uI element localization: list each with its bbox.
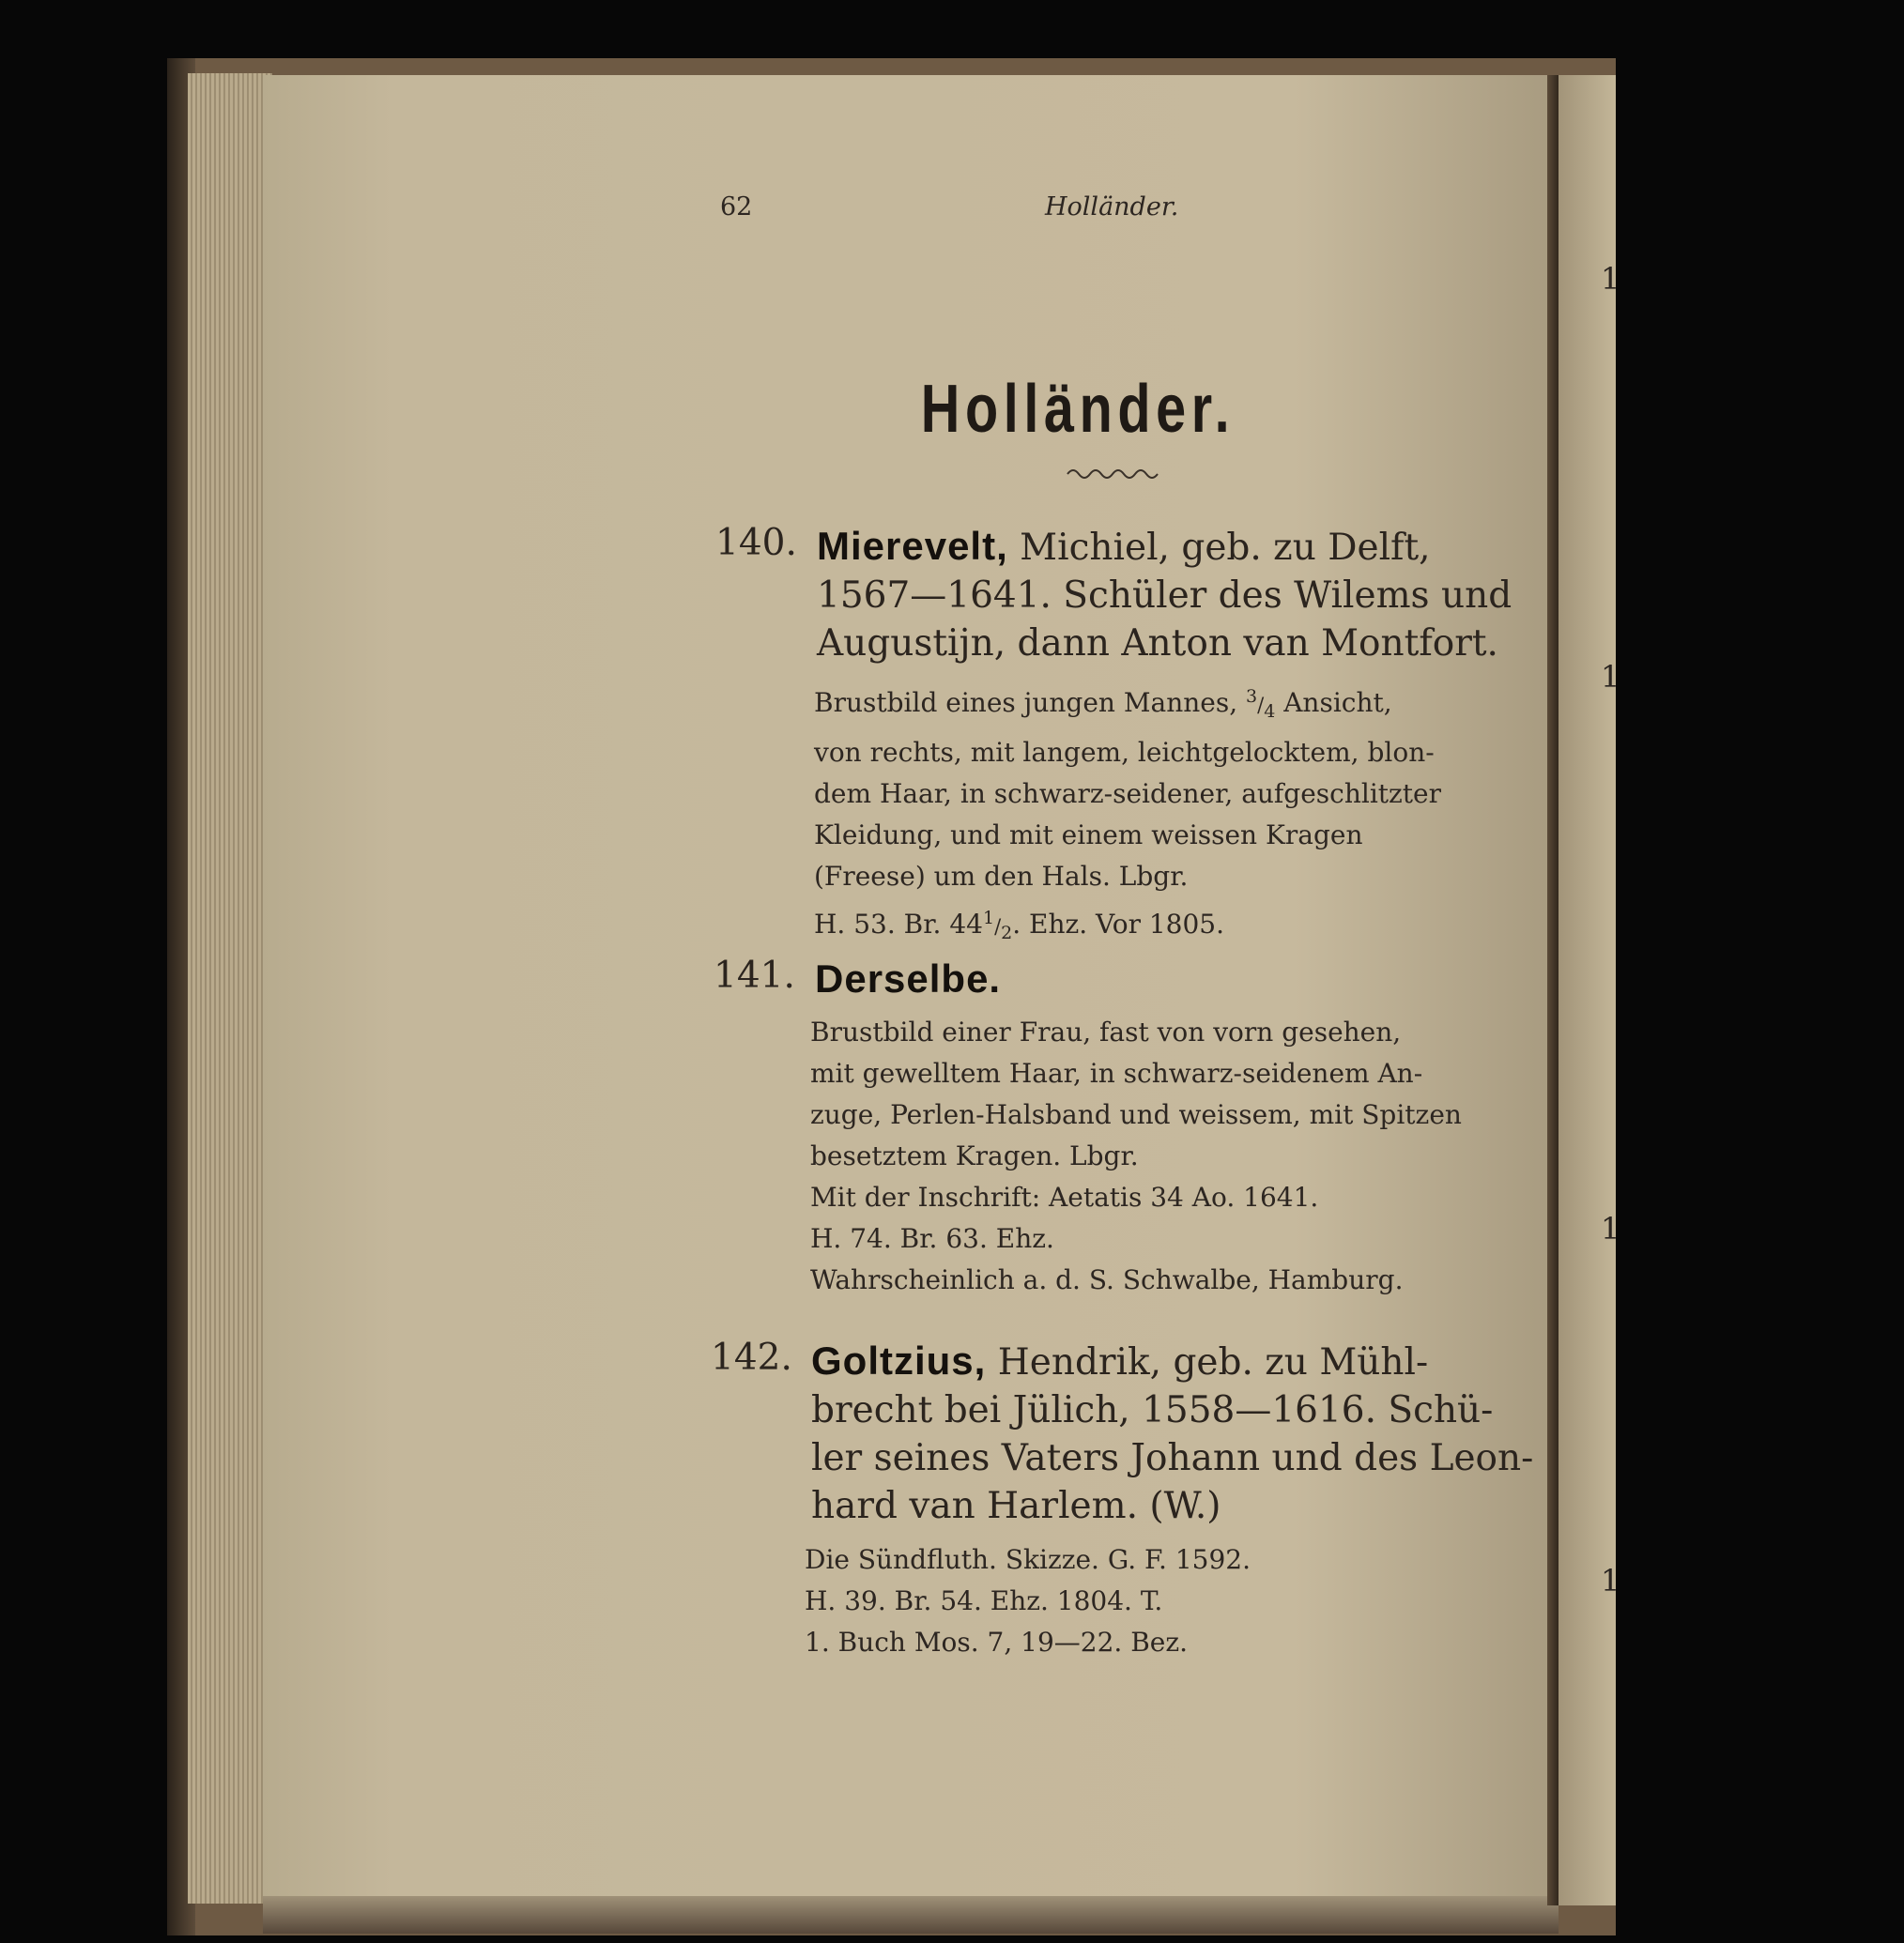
desc-line: mit gewelltem Haar, in schwarz-seidenem An- — [810, 1058, 1423, 1089]
desc-text: Brustbild eines jungen Mannes, — [814, 687, 1247, 718]
desc-line: Die Sündfluth. Skizze. G. F. 1592. — [805, 1544, 1251, 1575]
desc-line: von rechts, mit langem, leichtgelocktem, blon- — [814, 737, 1435, 768]
entry-number: 140. — [715, 522, 797, 564]
wavy-ornament — [1066, 465, 1159, 483]
desc-line: Mit der Inschrift: Aetatis 34 Ao. 1641. — [810, 1182, 1319, 1213]
desc-line: (Freese) um den Hals. Lbgr. — [814, 861, 1189, 892]
dimensions-text: H. 53. Br. 44 — [814, 909, 983, 940]
entry-lead-141 — [815, 955, 1510, 1004]
facing-page-mark: 1 — [1601, 261, 1620, 297]
facing-page-edge — [1559, 75, 1616, 1905]
desc-line: besetztem Kragen. Lbgr. — [810, 1140, 1139, 1171]
entry-description-140 — [814, 676, 1509, 954]
page-stack — [188, 73, 272, 1904]
section-title: Holländer. — [920, 372, 1236, 447]
fraction-separator: / — [994, 915, 1002, 938]
fraction-numerator: 1 — [982, 908, 995, 928]
facing-page-mark: 1 — [1601, 1211, 1620, 1247]
fraction-denominator: 2 — [1001, 923, 1013, 943]
artist-name: Mierevelt, — [817, 524, 1008, 568]
fraction-separator: / — [1257, 694, 1265, 716]
artist-name: Goltzius, — [811, 1339, 987, 1383]
fraction-numerator: 3 — [1246, 686, 1258, 707]
entry-number: 142. — [711, 1337, 792, 1379]
lead-line: Michiel, geb. zu Delft, — [1007, 527, 1431, 569]
facing-page-mark: 1 — [1601, 1563, 1620, 1599]
facing-page-mark: 1 — [1601, 659, 1620, 695]
lead-line: Augustijn, dann Anton van Montfort. — [817, 622, 1498, 665]
desc-line: zuge, Perlen-Halsband und weissem, mit Spitzen — [810, 1099, 1462, 1130]
desc-line: Kleidung, und mit einem weissen Kragen — [814, 819, 1363, 850]
desc-text: Ansicht, — [1275, 687, 1392, 718]
fraction — [1246, 686, 1276, 722]
lead-line: brecht bei Jülich, 1558—1616. Schü- — [811, 1389, 1494, 1431]
lead-line: Hendrik, geb. zu Mühl- — [986, 1341, 1429, 1384]
artist-name: Derselbe. — [815, 956, 1002, 1001]
desc-line: 1. Buch Mos. 7, 19—22. Bez. — [805, 1627, 1189, 1658]
lead-line: hard van Harlem. (W.) — [811, 1485, 1221, 1527]
entry-lead-142 — [811, 1337, 1534, 1530]
desc-line: H. 74. Br. 63. Ehz. — [810, 1223, 1054, 1254]
entry-description-141 — [810, 1012, 1505, 1301]
page-bottom-edge — [263, 1896, 1559, 1934]
desc-line: Wahrscheinlich a. d. S. Schwalbe, Hamburg. — [810, 1264, 1404, 1295]
page-number: 62 — [720, 192, 753, 222]
fraction-denominator: 4 — [1264, 701, 1276, 722]
dimensions-text: . Ehz. Vor 1805. — [1012, 909, 1225, 940]
desc-line: H. 39. Br. 54. Ehz. 1804. T. — [805, 1585, 1163, 1616]
running-title: Holländer. — [1045, 192, 1179, 222]
entry-lead-140 — [817, 522, 1512, 667]
entry-description-142 — [805, 1539, 1499, 1663]
lead-line: 1567—1641. Schüler des Wilems und — [817, 574, 1512, 617]
desc-line: Brustbild einer Frau, fast von vorn gesehen, — [810, 1017, 1402, 1048]
lead-line: ler seines Vaters Johann und des Leon- — [811, 1437, 1534, 1479]
entry-number: 141. — [714, 955, 795, 997]
desc-line: dem Haar, in schwarz-seidener, aufgeschlitzter — [814, 778, 1441, 809]
fraction — [982, 908, 1013, 943]
